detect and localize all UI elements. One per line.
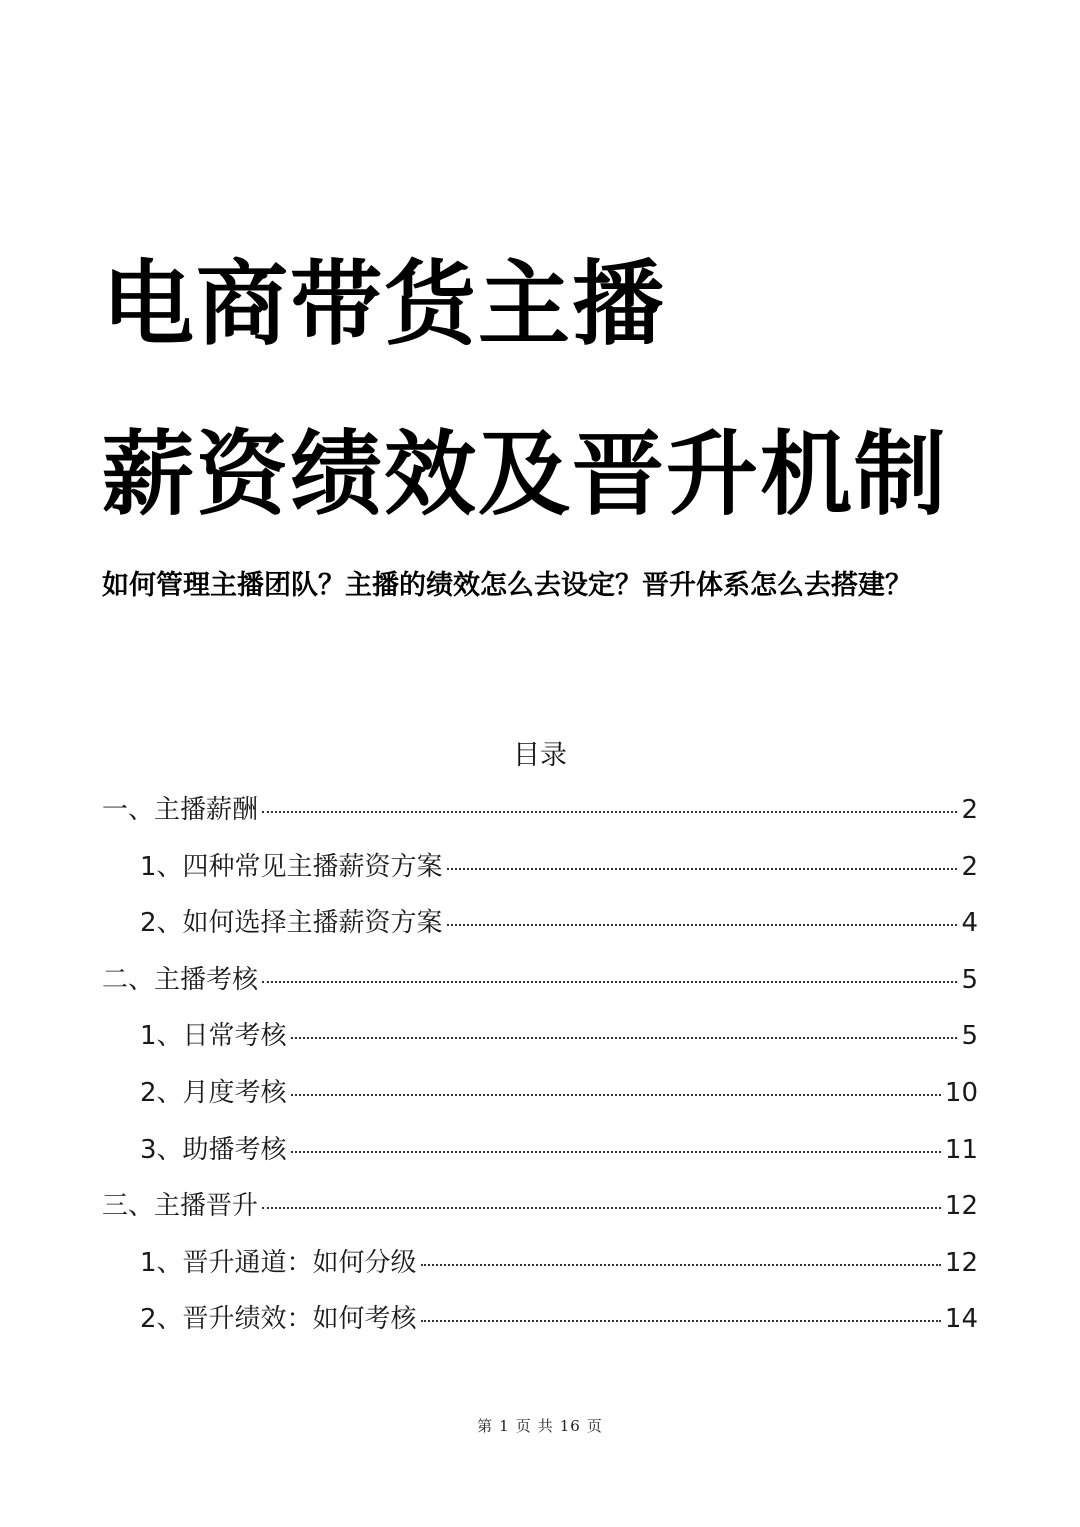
toc-entry-section-2-1[interactable] (102, 1016, 978, 1073)
toc-entry-section-3-1[interactable] (102, 1243, 978, 1300)
document-subtitle: 如何管理主播团队？主播的绩效怎么去设定？晋升体系怎么去搭建？ (102, 570, 912, 601)
toc-entry-section-1-2[interactable] (102, 903, 978, 960)
toc-dot-leader (421, 1320, 941, 1322)
toc-entry-page: 10 (944, 1077, 978, 1108)
toc-entry-section-3[interactable] (102, 1186, 978, 1243)
toc-entry-label: 2、晋升绩效：如何考核 (140, 1304, 417, 1335)
toc-dot-leader (447, 924, 958, 926)
page-footer (0, 1414, 1080, 1438)
toc-dot-leader (262, 1207, 941, 1209)
toc-heading: 目录 (513, 740, 567, 771)
document-title-line-1: 电商带货主播 (102, 251, 667, 358)
footer-page-prefix: 第 (477, 1417, 494, 1435)
toc-entry-page: 2 (961, 795, 978, 825)
toc-entry-label: 2、如何选择主播薪资方案 (140, 908, 443, 939)
toc-entry-section-1-1[interactable] (102, 847, 978, 904)
toc-entry-section-2-2[interactable] (102, 1073, 978, 1130)
toc-dot-leader (421, 1264, 941, 1266)
toc-entry-section-2[interactable] (102, 960, 978, 1017)
toc-entry-page: 4 (961, 908, 978, 939)
toc-dot-leader (262, 981, 957, 983)
toc-entry-label: 1、晋升通道：如何分级 (140, 1247, 417, 1278)
footer-page-total: 16 (559, 1417, 581, 1435)
toc-entry-page: 12 (944, 1247, 978, 1278)
toc-entry-label: 三、主播晋升 (102, 1191, 259, 1222)
table-of-contents (102, 790, 978, 1356)
toc-entry-label: 2、月度考核 (140, 1077, 287, 1108)
toc-entry-section-1[interactable] (102, 790, 978, 847)
toc-entry-label: 3、助播考核 (140, 1134, 287, 1165)
footer-page-mid: 页 (515, 1417, 532, 1435)
document-title-line-2: 薪资绩效及晋升机制 (102, 421, 949, 528)
toc-entry-page: 5 (961, 1021, 978, 1052)
toc-entry-page: 5 (961, 964, 978, 995)
toc-dot-leader (262, 811, 957, 813)
toc-entry-section-3-2[interactable] (102, 1299, 978, 1356)
toc-dot-leader (291, 1094, 941, 1096)
toc-entry-label: 二、主播考核 (102, 964, 259, 995)
toc-entry-page: 11 (944, 1134, 978, 1165)
footer-page-total-prefix: 共 (537, 1417, 554, 1435)
toc-dot-leader (291, 1151, 941, 1153)
toc-entry-label: 1、四种常见主播薪资方案 (140, 851, 443, 882)
toc-entry-section-2-3[interactable] (102, 1130, 978, 1187)
toc-entry-page: 12 (944, 1191, 978, 1222)
toc-entry-page: 2 (961, 851, 978, 882)
toc-entry-page: 14 (944, 1304, 978, 1335)
footer-page-suffix: 页 (586, 1417, 603, 1435)
toc-dot-leader (291, 1037, 958, 1039)
toc-entry-label: 1、日常考核 (140, 1021, 287, 1052)
toc-dot-leader (447, 868, 958, 870)
footer-page-current: 1 (499, 1417, 510, 1435)
toc-entry-label: 一、主播薪酬 (102, 795, 259, 825)
